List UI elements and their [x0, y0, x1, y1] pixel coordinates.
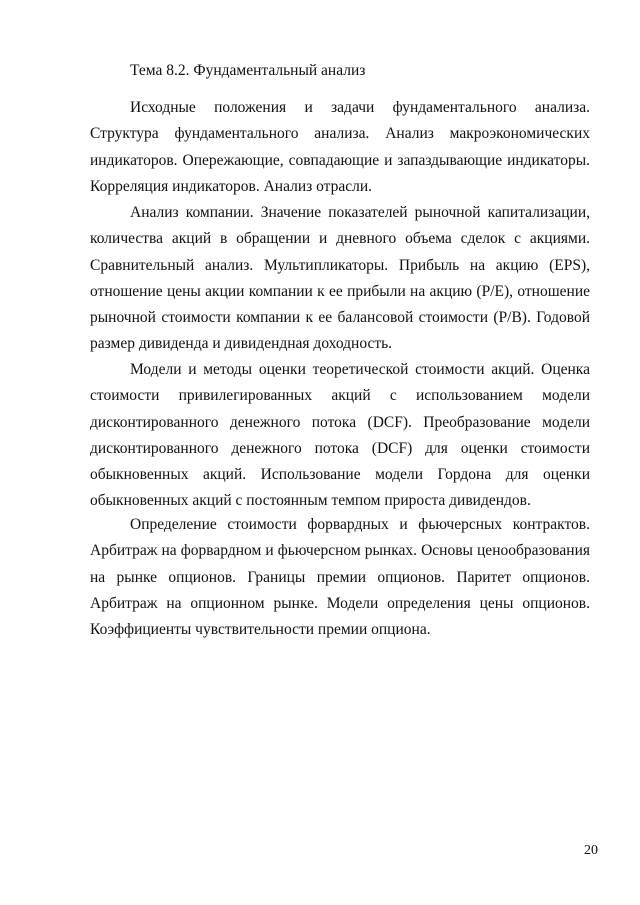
paragraph-derivatives-valuation: Определение стоимости форвардных и фьючерсных контрактов. Арбитраж на форвардном и фьючерсном рынках. Основы ценообразования на рынке опционов. Границы премии опционов. Паритет опционов. Арбитраж на опционном рынке. Модели определения цены опционов. Коэффициенты чувствительности премии опциона. [90, 516, 590, 639]
paragraph-stock-valuation-models: Модели и методы оценки теоретической стоимости акций. Оценка стоимости привилегированных акций с использованием модели дисконтированного денежного потока (DCF). Преобразование модели дисконтированного денежного потока (DCF) для оценки стоимости обыкновенных акций. Использование модели Гордона для оценки обыкновенных акций с постоянным темпом прироста дивидендов. [90, 361, 590, 510]
paragraph-fundamental-analysis-overview: Исходные положения и задачи фундаментального анализа. Структура фундаментального анализа. Анализ макроэкономических индикаторов. Опережающие, совпадающие и запаздывающие индикаторы. Корреляция индикаторов. Анализ отрасли. [90, 99, 590, 195]
page-number: 20 [584, 843, 598, 858]
paragraph-company-analysis: Анализ компании. Значение показателей рыночной капитализации, количества акций в обращении и дневного объема сделок с акциями. Сравнительный анализ. Мультипликаторы. Прибыль на акцию (EPS), отношение цены акции компании к ее прибыли на акцию (Р/Е), отношение рыночной стоимости компании к ее балансовой стоимости (Р/В). Годовой размер дивиденда и дивидендная доходность. [90, 204, 590, 353]
section-heading: Тема 8.2. Фундаментальный анализ [130, 62, 366, 79]
